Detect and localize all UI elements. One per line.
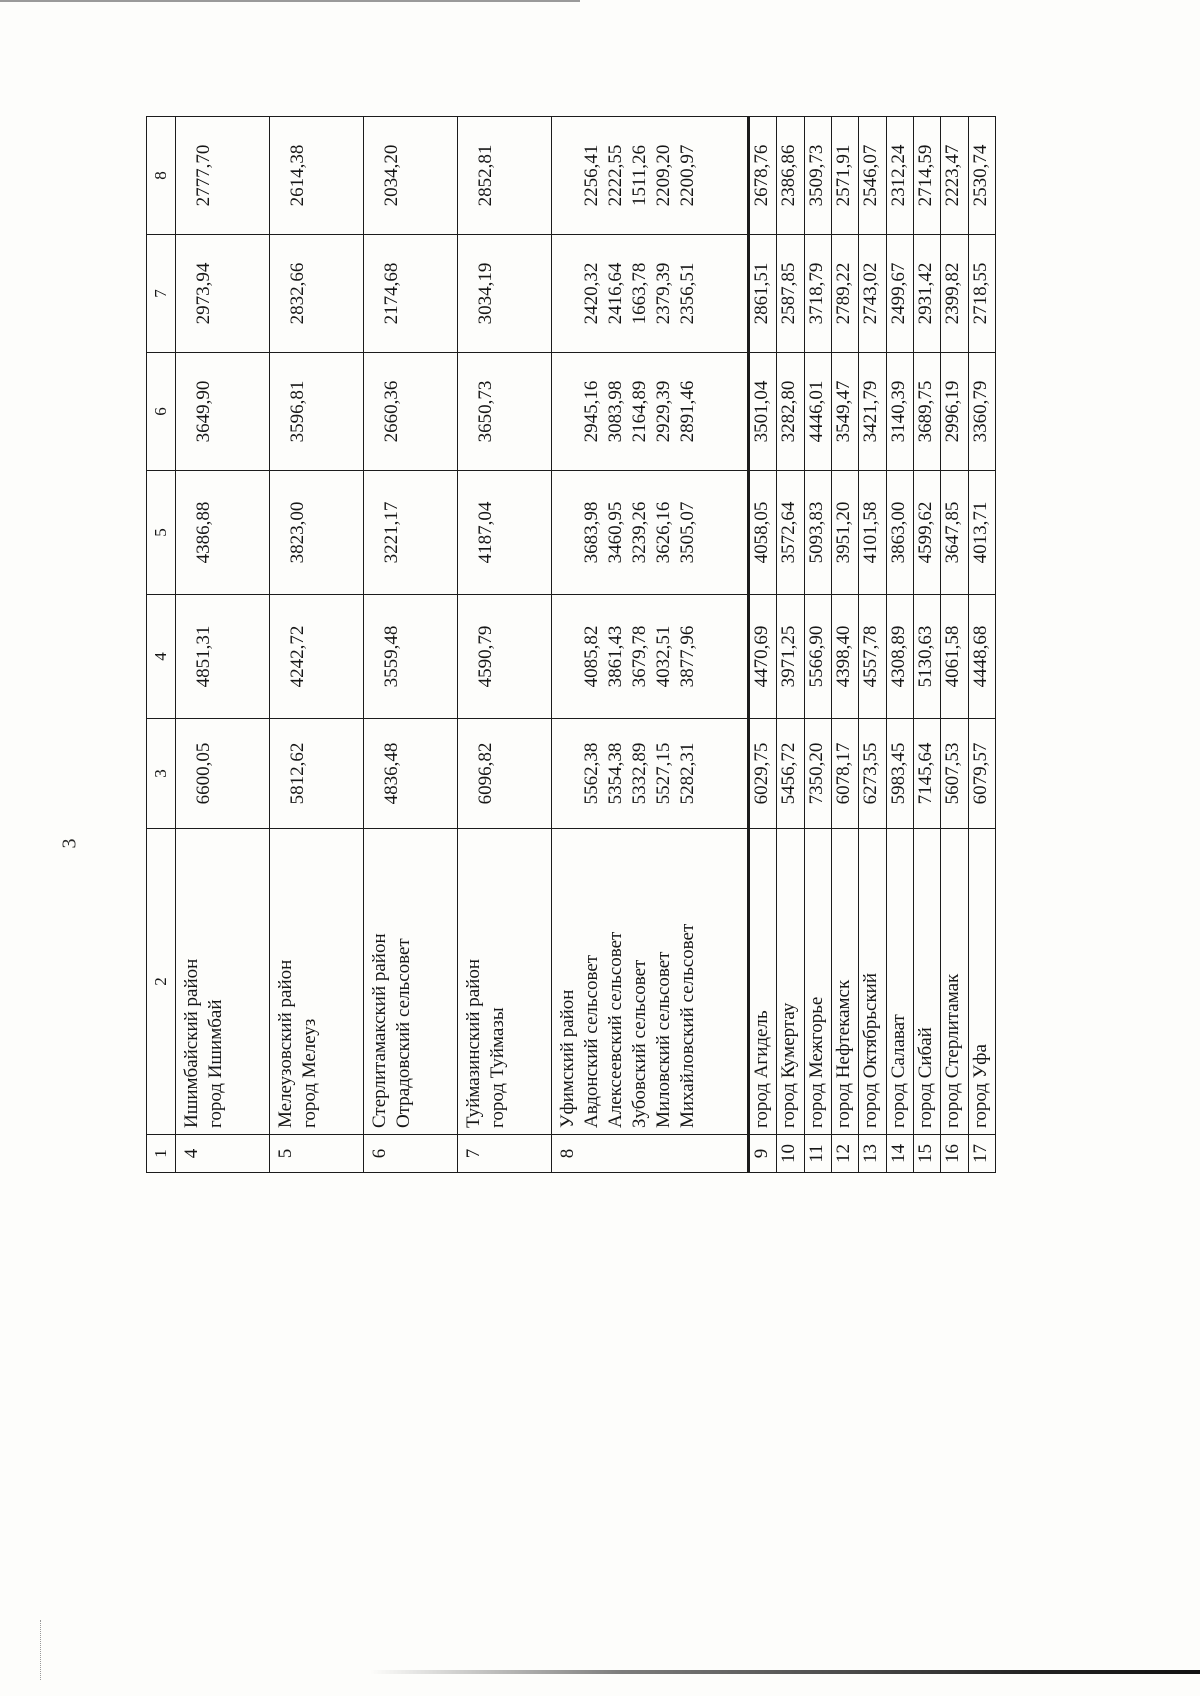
value-cell-c7 [804,235,831,353]
value-cell-c7 [552,235,749,353]
table-row [176,117,270,1173]
value-cell-c3 [913,719,940,829]
value-cell-c8 [176,117,270,235]
value-cell-c7 [859,235,886,353]
table-row [941,117,968,1173]
value: 4013,71 [969,501,991,564]
value: 6096,82 [475,742,497,805]
value: 3460,95 [605,501,627,564]
value-cell-c3 [364,719,458,829]
value-cell-c8 [804,117,831,235]
rotated-page-area [146,117,996,1173]
value: 2678,76 [750,144,772,207]
value: 2743,02 [860,262,882,325]
value-cell-c6 [777,353,804,471]
value: 4398,40 [832,625,854,688]
value: 2416,64 [605,262,627,325]
value: 4446,01 [805,380,827,443]
value-cell-c7 [748,235,776,353]
value: 2789,22 [832,262,854,325]
value-cell-c5 [804,471,831,595]
value-cell-c4 [748,595,776,719]
table-row [270,117,364,1173]
value: 4386,88 [193,501,214,564]
territory-name-line-primary: город Стерлитамак [942,973,964,1128]
value: 6029,75 [750,742,772,805]
value: 2945,16 [581,380,603,443]
value: 2499,67 [887,262,909,325]
value-cell-c6 [913,353,940,471]
value-cell-c3 [777,719,804,829]
value: 5282,31 [677,742,699,805]
value: 3718,79 [805,262,827,325]
value: 2399,82 [942,262,964,325]
value: 7350,20 [805,742,827,805]
value-cell-c4 [552,595,749,719]
value-cell-c7 [913,235,940,353]
value-cell-c4 [859,595,886,719]
value-cell-c7 [176,235,270,353]
value: 2222,55 [605,144,627,207]
value: 3683,98 [581,501,603,564]
value-cell-c4 [176,595,270,719]
value: 4085,82 [581,625,603,688]
table-row [831,117,858,1173]
value-cell-c5 [552,471,749,595]
value-cell-c7 [941,235,968,353]
value: 3549,47 [832,380,854,443]
value-cell-c8 [270,117,364,235]
value: 3649,90 [193,380,214,443]
column-header: 1 [147,1135,176,1173]
header-row [147,117,176,1173]
territory-name-line-primary: город Межгорье [805,996,827,1128]
value: 4557,78 [860,625,882,688]
value-cell-c3 [552,719,749,829]
value-cell-c5 [831,471,858,595]
value: 6600,05 [193,742,214,805]
value-cell-c8 [748,117,776,235]
value: 4851,31 [193,625,214,688]
row-number: 14 [886,1135,913,1173]
table-row [859,117,886,1173]
value-cell-c3 [859,719,886,829]
value: 4308,89 [887,625,909,688]
value-cell-c3 [458,719,552,829]
territory-name-line-primary: Мелеузовский район [275,959,297,1128]
value-cell-c5 [270,471,364,595]
value: 3626,16 [653,501,675,564]
territory-name [777,829,804,1135]
value: 4032,51 [653,625,675,688]
row-number: 13 [859,1135,886,1173]
scan-artifact-mark [40,1620,42,1680]
value: 3572,64 [778,501,800,564]
territory-name [364,829,458,1135]
value-cell-c5 [941,471,968,595]
value: 4470,69 [750,625,772,688]
territory-name-line: город Туймазы [487,1007,509,1128]
value-cell-c5 [968,471,995,595]
value: 4058,05 [750,501,772,564]
value-cell-c7 [364,235,458,353]
value-cell-c5 [886,471,913,595]
value-cell-c8 [941,117,968,235]
value: 5527,15 [653,742,675,805]
value-cell-c6 [748,353,776,471]
territory-name-line: Авдонский сельсовет [581,954,603,1128]
value: 3877,96 [677,625,699,688]
value: 2386,86 [778,144,800,207]
value-cell-c6 [804,353,831,471]
value: 5566,90 [805,625,827,688]
column-header: 3 [147,719,176,829]
territory-name [458,829,552,1135]
value: 3421,79 [860,380,882,443]
column-header: 7 [147,235,176,353]
row-number: 8 [552,1135,749,1173]
territory-name-line-primary: город Нефтекамск [832,979,854,1128]
value: 4448,68 [969,625,991,688]
value-cell-c3 [176,719,270,829]
table-row [777,117,804,1173]
value: 3861,43 [605,625,627,688]
value-cell-c4 [804,595,831,719]
column-header: 5 [147,471,176,595]
value: 2223,47 [942,144,964,207]
value-cell-c3 [748,719,776,829]
value-cell-c7 [270,235,364,353]
value-cell-c5 [364,471,458,595]
value: 2312,24 [887,144,909,207]
value: 5354,38 [605,742,627,805]
row-number: 17 [968,1135,995,1173]
value: 4101,58 [860,501,882,564]
table-row [886,117,913,1173]
value: 2571,91 [832,144,854,207]
table-container [146,117,996,1173]
value-cell-c6 [859,353,886,471]
value-cell-c7 [831,235,858,353]
value-cell-c5 [859,471,886,595]
value-cell-c3 [941,719,968,829]
value: 1663,78 [629,262,651,325]
row-number: 4 [176,1135,270,1173]
territory-name-line-primary: Стерлитамакский район [369,933,391,1128]
value: 5607,53 [942,742,964,805]
column-header: 6 [147,353,176,471]
value: 2200,97 [677,144,699,207]
value: 2546,07 [860,144,882,207]
value: 2852,81 [475,144,497,207]
value-cell-c7 [777,235,804,353]
value: 3501,04 [750,380,772,443]
table-row [968,117,995,1173]
column-header: 8 [147,117,176,235]
value: 4061,58 [942,625,964,688]
value-cell-c3 [968,719,995,829]
value: 3239,26 [629,501,651,564]
territory-name [176,829,270,1135]
value: 3596,81 [287,380,309,443]
territory-name-line: Отрадовский сельсовет [393,938,415,1128]
value: 2718,55 [969,262,991,325]
value-cell-c6 [270,353,364,471]
value: 2164,89 [629,380,651,443]
value-cell-c4 [270,595,364,719]
value: 2174,68 [381,262,403,325]
value: 2614,38 [287,144,309,207]
table-row [804,117,831,1173]
value: 6273,55 [860,742,882,805]
territory-name-line-primary: Уфимский район [557,989,579,1128]
tariff-table [146,116,996,1173]
value-cell-c8 [913,117,940,235]
value: 3083,98 [605,380,627,443]
territory-name [804,829,831,1135]
value-cell-c3 [831,719,858,829]
value: 2660,36 [381,380,403,443]
value: 2832,66 [287,262,309,325]
value: 2530,74 [969,144,991,207]
territory-name [831,829,858,1135]
value: 1511,26 [629,144,651,207]
value-cell-c8 [859,117,886,235]
value: 4836,48 [381,742,403,805]
row-number: 7 [458,1135,552,1173]
value-cell-c5 [176,471,270,595]
value: 2973,94 [193,262,214,325]
value: 5332,89 [629,742,651,805]
value-cell-c7 [458,235,552,353]
column-header: 4 [147,595,176,719]
value: 2777,70 [193,144,214,207]
territory-name [270,829,364,1135]
territory-name-line: город Ишимбай [205,999,226,1128]
value: 2356,51 [677,262,699,325]
value: 3221,17 [381,501,403,564]
territory-name [941,829,968,1135]
value: 3034,19 [475,262,497,325]
scan-edge-bottom [370,1670,1200,1674]
value: 5812,62 [287,742,309,805]
territory-name-line-primary: город Октябрьский [860,972,882,1128]
territory-name [552,829,749,1135]
territory-name-line-primary: Туймазинский район [463,958,485,1128]
value: 2379,39 [653,262,675,325]
value-cell-c8 [552,117,749,235]
row-number: 5 [270,1135,364,1173]
value: 3650,73 [475,380,497,443]
territory-name [968,829,995,1135]
row-number: 15 [913,1135,940,1173]
value: 3971,25 [778,625,800,688]
value: 2587,85 [778,262,800,325]
value: 3282,80 [778,380,800,443]
value: 3140,39 [887,380,909,443]
value: 2209,20 [653,144,675,207]
value: 3505,07 [677,501,699,564]
value-cell-c8 [777,117,804,235]
value-cell-c4 [941,595,968,719]
territory-name [913,829,940,1135]
value: 7145,64 [914,742,936,805]
column-header: 2 [147,829,176,1135]
value: 2714,59 [914,144,936,207]
value-cell-c6 [552,353,749,471]
table-row [364,117,458,1173]
value: 3509,73 [805,144,827,207]
table-row [458,117,552,1173]
page-number: 3 [58,838,81,849]
territory-name-line: Алексеевский сельсовет [605,931,627,1128]
territory-name-line-primary: город Агидель [750,1010,772,1128]
value-cell-c7 [886,235,913,353]
row-number: 11 [804,1135,831,1173]
value: 4187,04 [475,501,497,564]
value: 6079,57 [969,742,991,805]
territory-name-line: Михайловский сельсовет [677,923,699,1128]
value-cell-c7 [968,235,995,353]
value-cell-c5 [458,471,552,595]
table-row [913,117,940,1173]
row-number: 6 [364,1135,458,1173]
territory-name-line-primary: город Салават [887,1014,909,1128]
territory-name-line-primary: город Кумертау [778,1002,800,1128]
value-cell-c4 [913,595,940,719]
value: 6078,17 [832,742,854,805]
value-cell-c5 [913,471,940,595]
value: 5130,63 [914,625,936,688]
territory-name-line: Миловский сельсовет [653,951,675,1128]
table-row [552,117,749,1173]
value-cell-c6 [886,353,913,471]
row-number: 9 [748,1135,776,1173]
table-row [748,117,776,1173]
value: 2420,32 [581,262,603,325]
value: 3679,78 [629,625,651,688]
value-cell-c8 [364,117,458,235]
value: 3951,20 [832,501,854,564]
value-cell-c4 [777,595,804,719]
value: 2256,41 [581,144,603,207]
value-cell-c4 [886,595,913,719]
value: 3863,00 [887,501,909,564]
value: 2929,39 [653,380,675,443]
territory-name-line: город Мелеуз [299,1018,321,1128]
value: 2891,46 [677,380,699,443]
territory-name-line: Зубовский сельсовет [629,959,651,1128]
value: 3647,85 [942,501,964,564]
value-cell-c3 [804,719,831,829]
table-body [176,117,996,1173]
value: 5983,45 [887,742,909,805]
value-cell-c3 [270,719,364,829]
value: 4599,62 [914,501,936,564]
territory-name [748,829,776,1135]
value-cell-c5 [748,471,776,595]
value-cell-c4 [968,595,995,719]
value: 5456,72 [778,742,800,805]
territory-name-line-primary: город Сибай [914,1027,936,1128]
value: 3559,48 [381,625,403,688]
value: 3689,75 [914,380,936,443]
value: 3823,00 [287,501,309,564]
territory-name-line-primary: город Уфа [969,1044,991,1128]
value-cell-c8 [886,117,913,235]
value-cell-c6 [458,353,552,471]
value-cell-c5 [777,471,804,595]
value-cell-c6 [941,353,968,471]
territory-name-line-primary: Ишимбайский район [181,958,202,1128]
value: 4242,72 [287,625,309,688]
value-cell-c4 [831,595,858,719]
value-cell-c4 [458,595,552,719]
value: 2931,42 [914,262,936,325]
value: 3360,79 [969,380,991,443]
row-number: 10 [777,1135,804,1173]
territory-name [886,829,913,1135]
value-cell-c8 [458,117,552,235]
value-cell-c6 [176,353,270,471]
value-cell-c6 [831,353,858,471]
value-cell-c8 [831,117,858,235]
value: 2996,19 [942,380,964,443]
row-number: 16 [941,1135,968,1173]
value: 2034,20 [381,144,403,207]
value-cell-c6 [364,353,458,471]
value: 5562,38 [581,742,603,805]
row-number: 12 [831,1135,858,1173]
territory-name [859,829,886,1135]
value-cell-c3 [886,719,913,829]
value: 5093,83 [805,501,827,564]
value-cell-c6 [968,353,995,471]
value-cell-c4 [364,595,458,719]
value: 2861,51 [750,262,772,325]
value-cell-c8 [968,117,995,235]
scan-edge-top [0,0,580,2]
value: 4590,79 [475,625,497,688]
